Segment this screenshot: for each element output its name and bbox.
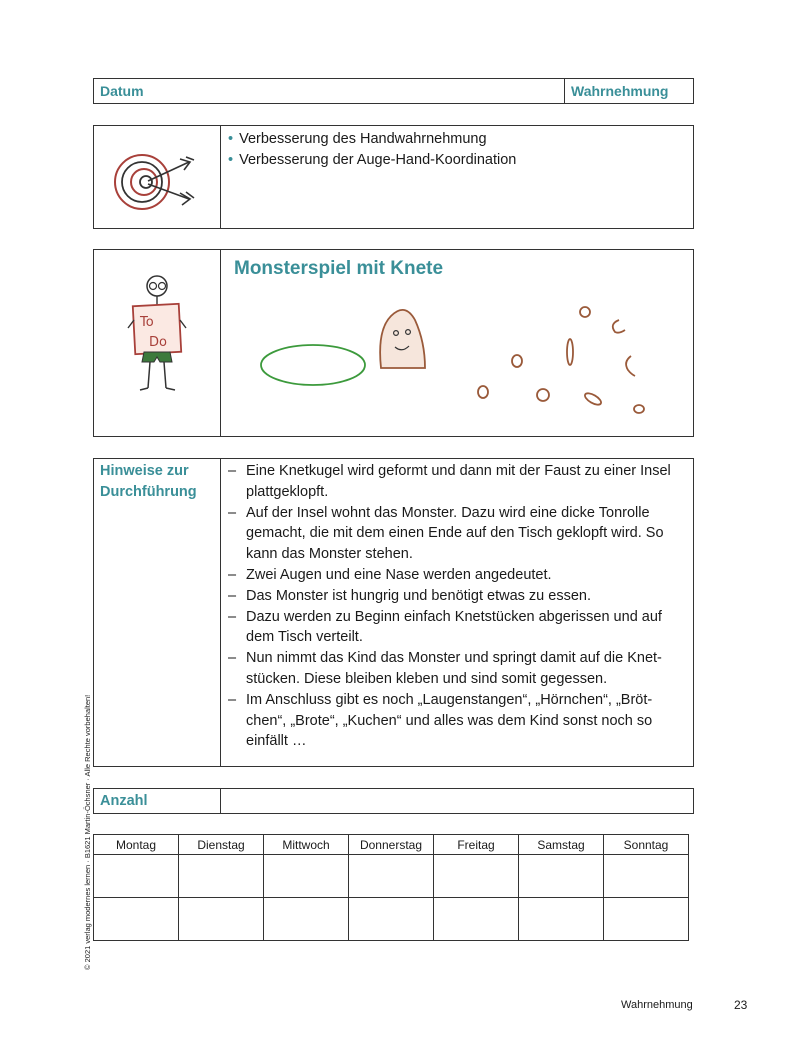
day-header: Sonntag <box>604 835 689 855</box>
goals-box <box>93 125 694 229</box>
instructions-label: Hinweise zur Durchführung <box>100 463 197 500</box>
day-cell[interactable] <box>434 898 519 941</box>
todo-figure-icon <box>94 250 220 436</box>
clay-illustration <box>221 290 693 436</box>
day-cell[interactable] <box>264 855 349 898</box>
instructions-list <box>226 461 686 752</box>
page-number: 23 <box>734 998 748 1012</box>
goal-item: • Verbesserung des Handwahrnehmung <box>228 129 516 150</box>
instruction-step: – Das Monster ist hungrig und benötigt etwas zu essen. <box>226 586 686 607</box>
goals-icon-cell <box>94 126 221 228</box>
day-cell[interactable] <box>94 898 179 941</box>
day-cell[interactable] <box>604 855 689 898</box>
day-header: Mittwoch <box>264 835 349 855</box>
day-cell[interactable] <box>349 898 434 941</box>
header-row <box>93 78 694 104</box>
weekday-header-row <box>94 835 689 855</box>
day-cell[interactable] <box>519 898 604 941</box>
day-header: Freitag <box>434 835 519 855</box>
goals-list <box>228 129 516 171</box>
day-cell[interactable] <box>264 898 349 941</box>
todo-figure-cell <box>94 250 221 436</box>
day-cell[interactable] <box>519 855 604 898</box>
todo-sign-to: To <box>140 315 154 330</box>
day-header: Montag <box>94 835 179 855</box>
instruction-step: – Eine Knetkugel wird geformt und dann mit der Faust zu einer Insel plattgeklopft. <box>226 461 686 503</box>
monster-icon <box>380 310 425 368</box>
category-label: Wahrnehmung <box>571 83 669 99</box>
day-cell[interactable] <box>179 855 264 898</box>
instruction-step: – Auf der Insel wohnt das Monster. Dazu wird eine dicke Tonrolle gemacht, die mit dem einen Ende auf den Tisch geklopft wird. So kann das Monster stehen. <box>226 503 686 565</box>
weekday-table <box>93 834 689 941</box>
instruction-step: – Nun nimmt das Kind das Monster und springt damit auf die Knet-stücken. Diese bleiben kleben und sind somit gegessen. <box>226 648 686 690</box>
day-header: Samstag <box>519 835 604 855</box>
table-row <box>94 898 689 941</box>
count-label: Anzahl <box>100 793 148 809</box>
instruction-step: – Dazu werden zu Beginn einfach Knetstücken abgerissen und auf dem Tisch verteilt. <box>226 607 686 649</box>
day-cell[interactable] <box>349 855 434 898</box>
date-label: Datum <box>100 83 144 99</box>
game-title: Monsterspiel mit Knete <box>234 258 444 279</box>
island-icon <box>261 345 365 385</box>
day-cell[interactable] <box>434 855 519 898</box>
day-cell[interactable] <box>604 898 689 941</box>
todo-sign-do: Do <box>149 335 167 350</box>
target-icon <box>94 126 220 228</box>
table-row <box>94 855 689 898</box>
instructions-box <box>93 458 694 767</box>
day-cell[interactable] <box>179 898 264 941</box>
header-divider <box>564 79 565 103</box>
day-header: Donnerstag <box>349 835 434 855</box>
instruction-step: – Im Anschluss gibt es noch „Laugenstangen“, „Hörnchen“, „Bröt-chen“, „Brote“, „Kuchen“ und alles was dem Kind sonst noch so einfällt … <box>226 690 686 752</box>
day-cell[interactable] <box>94 855 179 898</box>
footer-section: Wahrnehmung <box>621 999 693 1011</box>
goal-item: • Verbesserung der Auge-Hand-Koordination <box>228 150 516 171</box>
count-box <box>93 788 694 814</box>
instructions-label-cell <box>94 459 221 766</box>
instruction-step: – Zwei Augen und eine Nase werden angedeutet. <box>226 565 686 586</box>
copyright-note: © 2021 verlag modernes lernen · B1621 Martin-Öchsner · Alle Rechte vorbehalten! <box>83 694 92 970</box>
clay-pieces-icon <box>478 307 644 413</box>
day-header: Dienstag <box>179 835 264 855</box>
game-box <box>93 249 694 437</box>
